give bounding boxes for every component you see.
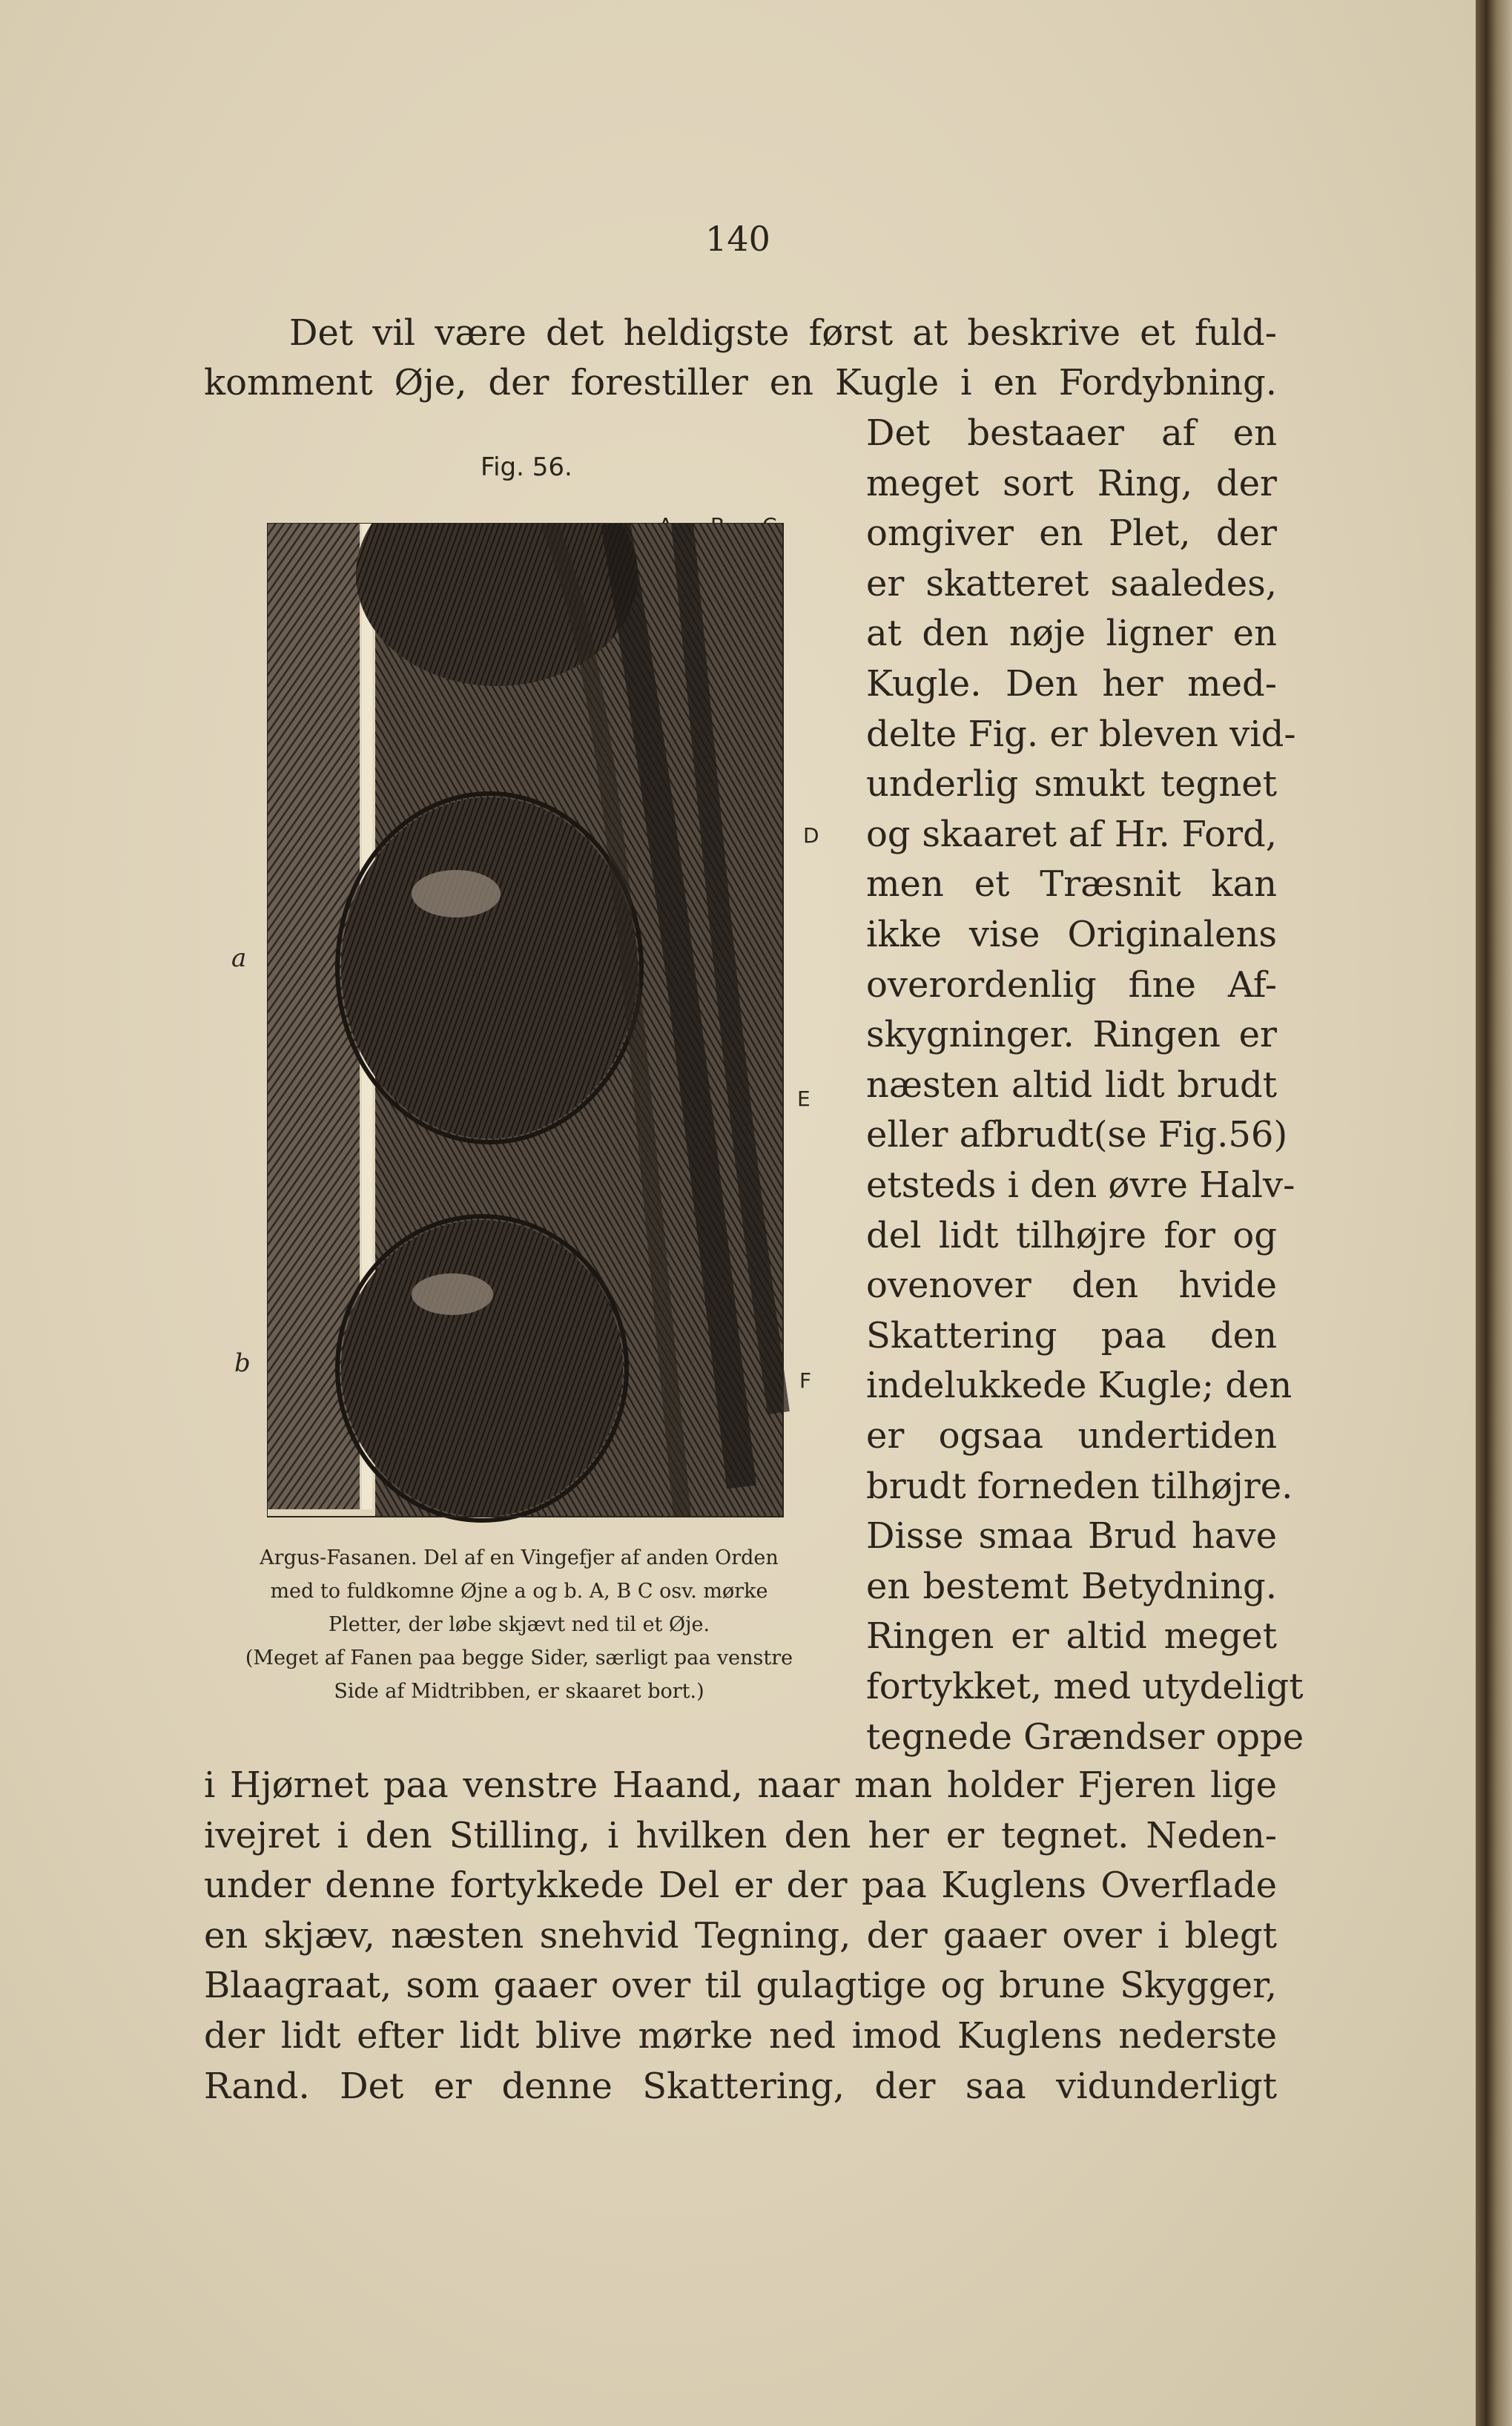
figure-label: Fig. 56.: [481, 452, 572, 482]
text-line: en skjæv, næsten snehvid Tegning, der gaaer over i blegt: [204, 1914, 1277, 1957]
figure-letter-a: a: [231, 943, 247, 973]
ocellus-highlight: [412, 1273, 493, 1315]
text-line: i Hjørnet paa venstre Haand, naar man holder Fjeren lige: [204, 1764, 1277, 1806]
feather-engraving: [267, 523, 801, 1524]
text-line: etsteds i den øvre Halv-: [866, 1164, 1295, 1206]
text-line: og skaaret af Hr. Ford,: [866, 813, 1277, 855]
ocellus-highlight: [412, 870, 501, 917]
figure-caption-line: Pletter, der løbe skjævt ned til et Øje.: [328, 1613, 710, 1636]
text-line: komment Øje, der forestiller en Kugle i en Fordybning.: [204, 362, 1277, 403]
text-line: tegnede Grændser oppe: [866, 1715, 1304, 1758]
text-line: brudt forneden tilhøjre.: [866, 1465, 1293, 1507]
figure-caption-line: Argus-Fasanen. Del af en Vingefjer af anden Orden: [260, 1546, 779, 1569]
text-line: næsten altid lidt brudt: [866, 1064, 1277, 1106]
text-line: meget sort Ring, der: [866, 462, 1277, 504]
text-line: fortykket, med utydeligt: [866, 1666, 1304, 1707]
page-number: 140: [705, 219, 770, 259]
text-line: men et Træsnit kan: [866, 863, 1277, 906]
figure-letter-E: E: [797, 1087, 811, 1111]
text-line: Rand. Det er denne Skattering, der saa vidunderligt: [204, 2065, 1277, 2107]
figure-caption-line: Side af Midtribben, er skaaret bort.): [334, 1680, 704, 1703]
text-line: Blaagraat, som gaaer over til gulagtige og brune Skygger,: [204, 1965, 1277, 2007]
text-line: indelukkede Kugle; den: [866, 1365, 1293, 1407]
text-line: Skattering paa den: [866, 1314, 1277, 1357]
text-line: ivejret i den Stilling, i hvilken den her er tegnet. Neden-: [204, 1814, 1277, 1856]
ocellus-b: [341, 1220, 623, 1517]
figure-letter-D: D: [803, 823, 819, 848]
text-line: er ogsaa undertiden: [866, 1415, 1277, 1457]
figure-letter-b: b: [234, 1348, 251, 1378]
text-line: under denne fortykkede Del er der paa Kuglens Overflade: [204, 1865, 1277, 1907]
book-spine: [1476, 0, 1512, 2426]
text-line: eller afbrudt(se Fig.56): [866, 1114, 1288, 1156]
text-line: ikke vise Originalens: [866, 914, 1277, 955]
figure-letter-F: F: [799, 1368, 812, 1393]
text-line: Det vil være det heldigste først at beskrive et fuld-: [289, 312, 1277, 354]
text-line: overordenlig fine Af-: [866, 963, 1277, 1006]
text-line: er skatteret saaledes,: [866, 562, 1277, 604]
text-line: at den nøje ligner en: [866, 613, 1277, 655]
text-line: delte Fig. er bleven vid-: [866, 713, 1296, 755]
text-line: Det bestaaer af en: [866, 412, 1277, 454]
text-line: omgiver en Plet, der: [866, 512, 1277, 555]
text-line: Disse smaa Brud have: [866, 1515, 1277, 1558]
text-line: Kugle. Den her med-: [866, 663, 1277, 705]
text-line: underlig smukt tegnet: [866, 763, 1277, 805]
ocellus-a: [341, 797, 638, 1138]
text-line: del lidt tilhøjre for og: [866, 1214, 1277, 1256]
text-line: en bestemt Betydning.: [866, 1565, 1277, 1607]
figure-caption-line: (Meget af Fanen paa begge Sider, særligt paa venstre: [245, 1647, 793, 1669]
text-line: ovenover den hvide: [866, 1265, 1277, 1307]
text-line: Ringen er altid meget: [866, 1615, 1277, 1658]
figure-caption-line: med to fuldkomne Øjne a og b. A, B C osv. mørke: [270, 1580, 768, 1603]
text-line: skygninger. Ringen er: [866, 1014, 1277, 1056]
text-line: der lidt efter lidt blive mørke ned imod Kuglens nederste: [204, 2015, 1277, 2057]
